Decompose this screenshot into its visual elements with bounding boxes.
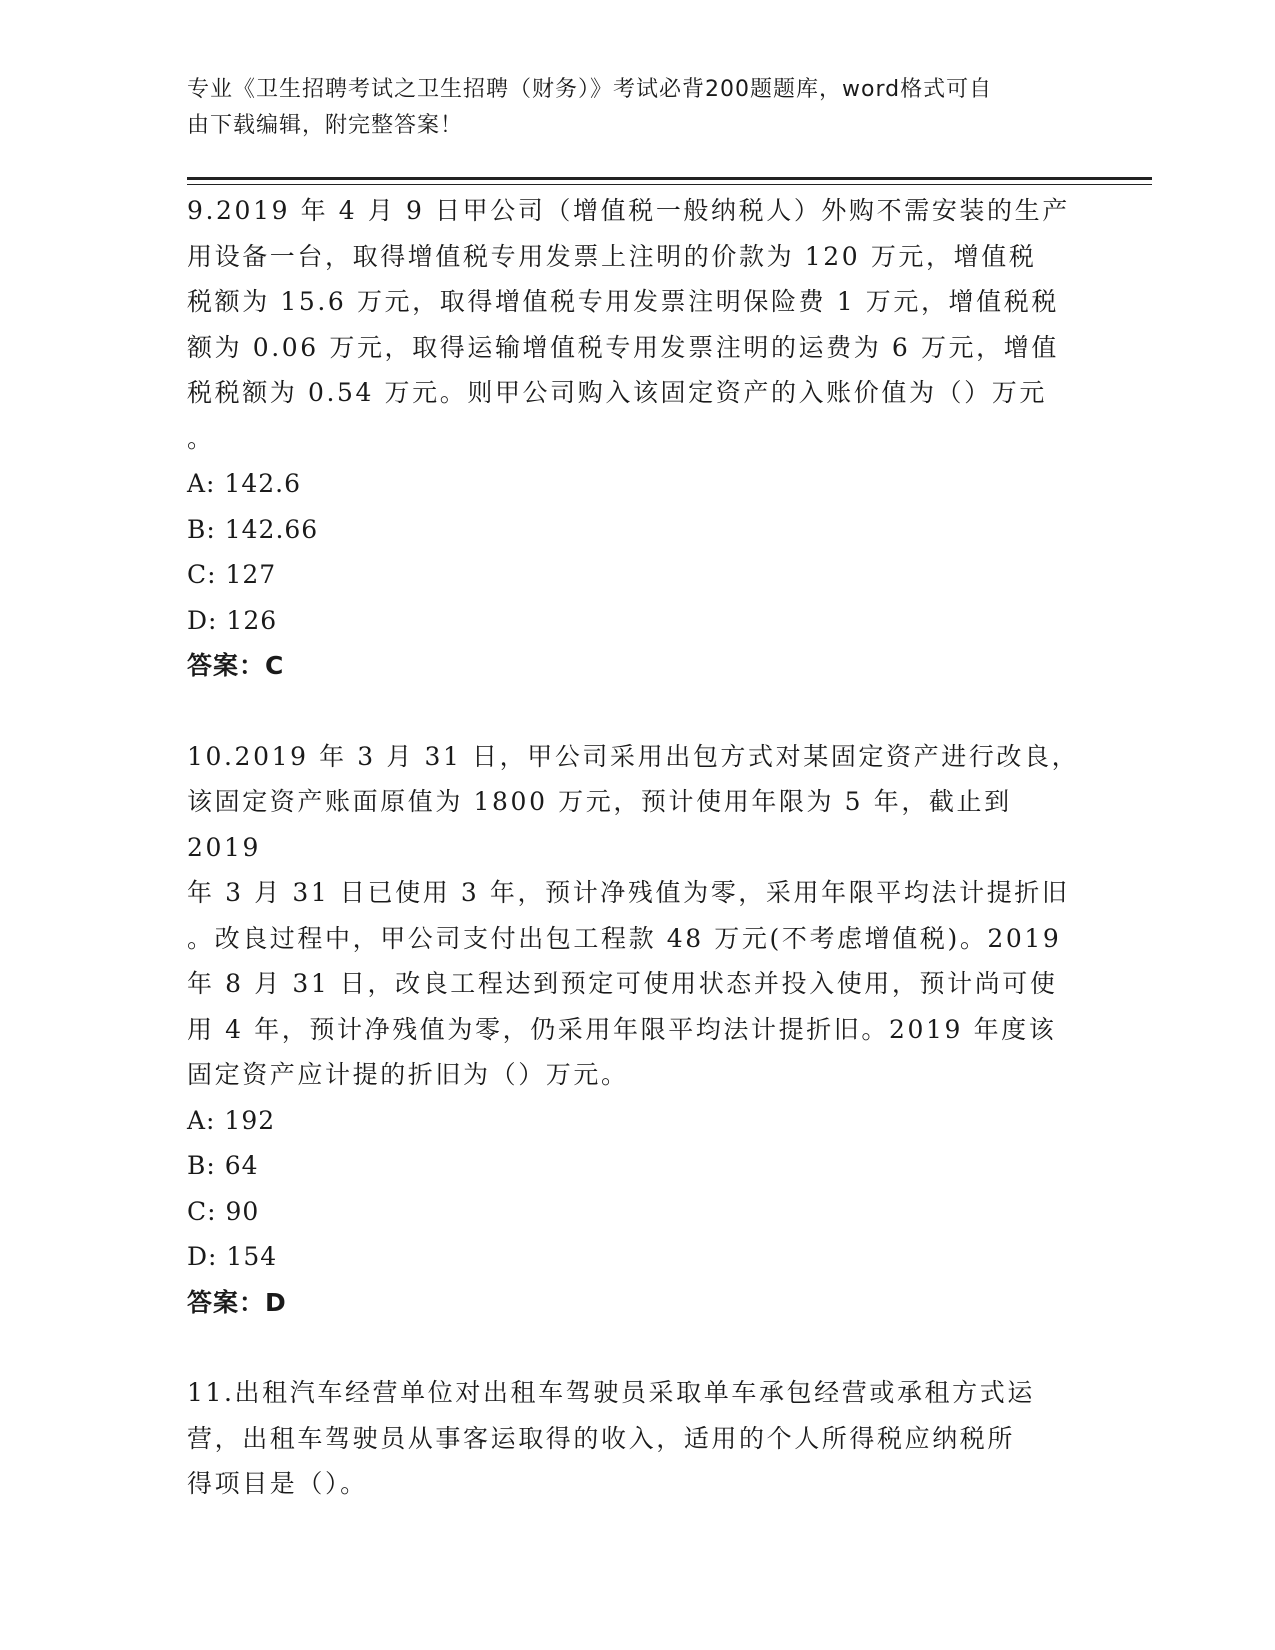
header-rule-thin [187,184,1152,185]
option-a: A: 142.6 [187,469,301,498]
question-text: 11.出租汽车经营单位对出租车驾驶员采取单车承包经营或承租方式运 营，出租车驾驶员从事客运取得的收入，适用的个人所得税应纳税所 得项目是（）。 [187,1378,1035,1498]
answer-line: 答案：D [187,1287,287,1317]
question-text: 9.2019 年 4 月 9 日甲公司（增值税一般纳税人）外购不需安装的生产 用设备一台，取得增值税专用发票上注明的价款为 120 万元，增值税 税额为 15.6 万元，取得增值税专用发票注明保险费 1 万元，增值税税 额为 0.06 万元，取得运输增值税专用发票注明的运费为 6 万元，增值 税税额为 0.54 万元。则甲公司购入该固定资产的入账价值为（）万元 。 [187,196,1070,453]
question-10 [187,734,1087,1326]
option-d: D: 154 [187,1242,278,1271]
option-d: D: 126 [187,605,278,635]
header-title-line-1: 专业《卫生招聘考试之卫生招聘（财务）》考试必背200题题库，word格式可自 [187,77,993,102]
option-b: B: 64 [187,1151,259,1180]
option-b: B: 142.66 [187,514,319,544]
option-c: C: 127 [187,560,277,589]
question-11 [187,1370,1087,1507]
question-list [187,188,1087,1507]
option-a: A: 192 [187,1105,276,1135]
question-text: 10.2019 年 3 月 31 日，甲公司采用出包方式对某固定资产进行改良， 该固定资产账面原值为 1800 万元，预计使用年限为 5 年，截止到 2019 年 3 月 31 日已使用 3 年，预计净残值为零，采用年限平均法计提折旧 。改良过程中，甲公司支付出包工程款 48 万元(不考虑增值税)。2019 年 8 月 31 日，改良工程达到预定可使用状态并投入使用，预计尚可使 用 4 年，预计净残值为零，仍采用年限平均法计提折旧。2019 年度该 固定资产应计提的折旧为（）万元。 [187,741,1080,1089]
option-c: C: 90 [187,1196,260,1226]
question-spacer [187,689,1087,734]
header-title-line-2: 由下载编辑，附完整答案！ [187,113,464,138]
header-rule-thick [187,177,1152,180]
document-header [187,72,1067,144]
question-9 [187,188,1087,689]
answer-line: 答案：C [187,651,285,680]
question-spacer [187,1325,1087,1370]
